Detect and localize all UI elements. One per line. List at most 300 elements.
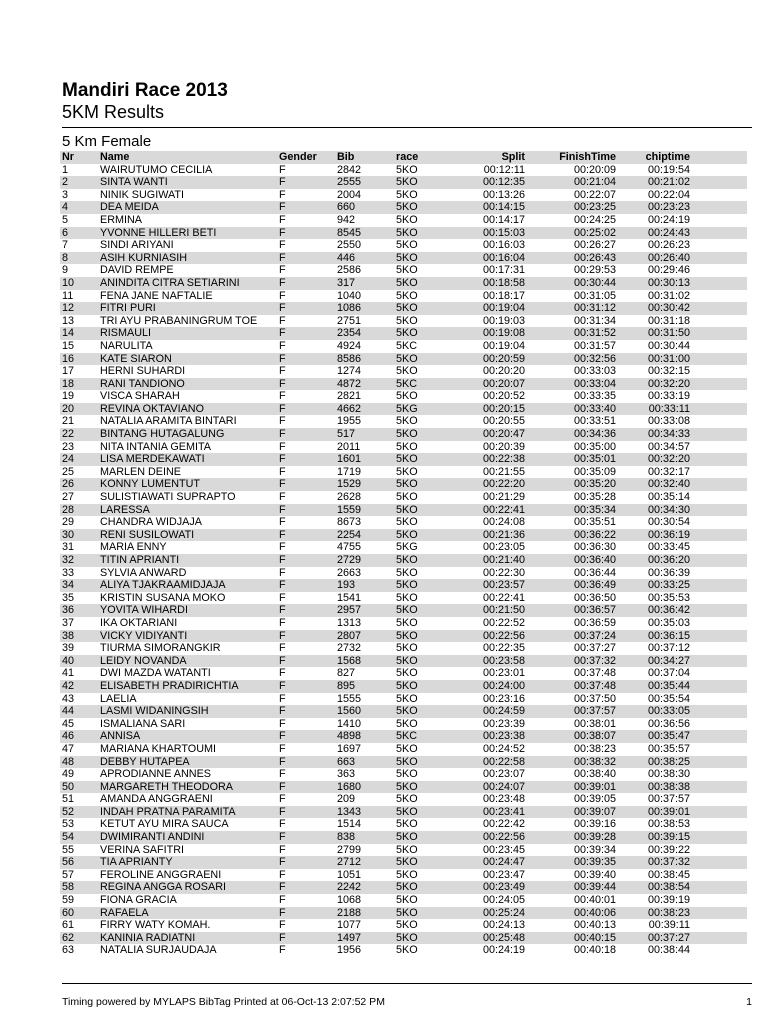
cell-split: 00:23:58 [482, 654, 525, 667]
cell-race: 5KO [396, 213, 418, 226]
cell-finishtime: 00:31:57 [573, 339, 616, 352]
cell-name: MARLEN DEINE [100, 465, 181, 478]
cell-finishtime: 00:37:57 [573, 705, 616, 718]
table-row [60, 944, 747, 957]
cell-bib: 1410 [337, 717, 362, 730]
cell-race: 5KO [396, 768, 418, 781]
table-row [60, 441, 747, 454]
cell-gender: F [279, 742, 286, 755]
cell-race: 5KO [396, 465, 418, 478]
cell-gender: F [279, 440, 286, 453]
cell-finishtime: 00:36:40 [573, 554, 616, 566]
cell-bib: 1514 [337, 818, 362, 831]
cell-gender: F [279, 642, 286, 655]
cell-nr: 43 [62, 692, 75, 705]
column-header-race: race [396, 151, 419, 163]
cell-finishtime: 00:32:56 [573, 352, 616, 365]
table-row [60, 390, 747, 403]
cell-split: 00:22:35 [482, 642, 525, 655]
cell-chiptime: 00:24:43 [647, 226, 690, 239]
cell-gender: F [279, 679, 286, 692]
cell-gender: F [279, 894, 286, 907]
cell-gender: F [279, 629, 286, 642]
cell-finishtime: 00:34:36 [573, 428, 616, 441]
table-row [60, 378, 747, 391]
cell-bib: 827 [337, 667, 356, 680]
cell-nr: 11 [62, 289, 74, 302]
top-divider [62, 127, 752, 128]
cell-finishtime: 00:38:01 [573, 717, 616, 730]
cell-finishtime: 00:31:34 [573, 314, 616, 327]
cell-name: ALIYA TJAKRAAMIDJAJA [100, 579, 226, 592]
cell-finishtime: 00:39:34 [573, 843, 616, 856]
cell-nr: 55 [62, 843, 75, 856]
cell-race: 5KO [396, 692, 418, 705]
cell-chiptime: 00:38:30 [647, 768, 690, 781]
cell-bib: 1680 [337, 780, 362, 793]
cell-name: REGINA ANGGA ROSARI [100, 881, 226, 894]
cell-nr: 6 [62, 226, 69, 239]
cell-chiptime: 00:36:15 [647, 629, 690, 642]
cell-race: 5KO [396, 843, 418, 856]
cell-split: 00:22:41 [482, 591, 525, 604]
column-header-chiptime: chiptime [645, 151, 690, 163]
cell-name: INDAH PRATNA PARAMITA [100, 805, 236, 818]
cell-finishtime: 00:36:57 [573, 604, 616, 617]
cell-bib: 1497 [337, 931, 362, 944]
cell-race: 5KO [396, 591, 418, 604]
cell-split: 00:20:39 [482, 440, 525, 453]
cell-bib: 2004 [337, 188, 362, 201]
cell-split: 00:24:47 [482, 856, 525, 869]
cell-gender: F [279, 667, 286, 680]
cell-bib: 2354 [337, 327, 362, 340]
cell-chiptime: 00:34:30 [647, 503, 690, 516]
cell-nr: 26 [62, 478, 75, 491]
cell-nr: 35 [62, 591, 75, 604]
cell-gender: F [279, 478, 286, 491]
cell-gender: F [279, 554, 286, 566]
cell-gender: F [279, 944, 286, 957]
cell-nr: 17 [62, 365, 75, 378]
cell-nr: 9 [62, 264, 69, 277]
cell-split: 00:22:38 [482, 453, 525, 466]
cell-finishtime: 00:36:49 [573, 579, 616, 592]
cell-bib: 1559 [337, 503, 362, 516]
cell-name: WAIRUTUMO CECILIA [100, 163, 213, 176]
cell-chiptime: 00:38:54 [647, 881, 690, 894]
cell-chiptime: 00:37:57 [647, 793, 690, 806]
cell-nr: 31 [62, 541, 75, 554]
cell-chiptime: 00:39:01 [647, 805, 690, 818]
cell-split: 00:22:41 [482, 503, 525, 516]
cell-name: ISMALIANA SARI [100, 717, 186, 730]
cell-name: ERMINA [100, 213, 142, 226]
cell-gender: F [279, 516, 286, 529]
cell-race: 5KO [396, 793, 418, 806]
table-row [60, 491, 747, 504]
cell-race: 5KO [396, 453, 418, 466]
cell-race: 5KO [396, 780, 418, 793]
cell-name: NINIK SUGIWATI [100, 188, 184, 201]
cell-chiptime: 00:36:20 [647, 554, 690, 566]
section-title: 5 Km Female [62, 133, 152, 150]
cell-gender: F [279, 591, 286, 604]
cell-chiptime: 00:32:20 [647, 453, 690, 466]
cell-nr: 41 [62, 667, 75, 680]
cell-gender: F [279, 276, 286, 289]
cell-nr: 20 [62, 402, 75, 415]
cell-race: 5KO [396, 566, 418, 579]
cell-race: 5KO [396, 919, 418, 932]
cell-race: 5KC [396, 377, 418, 390]
cell-bib: 1068 [337, 894, 362, 907]
cell-split: 00:24:00 [482, 679, 525, 692]
cell-gender: F [279, 377, 286, 390]
cell-name: SULISTIAWATI SUPRAPTO [100, 491, 236, 504]
cell-chiptime: 00:21:02 [647, 176, 690, 189]
cell-chiptime: 00:32:15 [647, 365, 690, 378]
table-row [60, 680, 747, 693]
cell-gender: F [279, 868, 286, 881]
cell-split: 00:22:52 [482, 616, 525, 629]
cell-name: NATALIA SURJAUDAJA [100, 944, 217, 957]
cell-bib: 2957 [337, 604, 362, 617]
cell-split: 00:22:56 [482, 831, 525, 844]
cell-chiptime: 00:22:04 [647, 188, 690, 201]
cell-bib: 1077 [337, 919, 362, 932]
cell-split: 00:23:16 [482, 692, 525, 705]
cell-split: 00:21:55 [482, 465, 525, 478]
cell-name: VISCA SHARAH [100, 390, 180, 403]
column-header-finishtime: FinishTime [559, 151, 616, 163]
cell-race: 5KC [396, 339, 418, 352]
cell-bib: 2254 [337, 528, 362, 541]
table-row [60, 277, 747, 290]
cell-bib: 2555 [337, 176, 362, 189]
table-row [60, 264, 747, 277]
cell-gender: F [279, 528, 286, 541]
table-row [60, 781, 747, 794]
cell-chiptime: 00:38:25 [647, 755, 690, 768]
cell-finishtime: 00:30:44 [573, 276, 616, 289]
cell-name: TIA APRIANTY [100, 856, 173, 869]
cell-finishtime: 00:39:40 [573, 868, 616, 881]
cell-gender: F [279, 428, 286, 441]
cell-split: 00:22:58 [482, 755, 525, 768]
cell-finishtime: 00:37:48 [573, 679, 616, 692]
cell-nr: 36 [62, 604, 75, 617]
table-row [60, 881, 747, 894]
cell-finishtime: 00:35:51 [573, 516, 616, 529]
cell-race: 5KO [396, 176, 418, 189]
cell-gender: F [279, 327, 286, 340]
cell-nr: 16 [62, 352, 75, 365]
cell-finishtime: 00:36:44 [573, 566, 616, 579]
footer-timing-note: Timing powered by MYLAPS BibTag Printed at 06-Oct-13 2:07:52 PM [62, 996, 385, 1008]
cell-nr: 45 [62, 717, 75, 730]
cell-name: LAELIA [100, 692, 137, 705]
cell-split: 00:24:07 [482, 780, 525, 793]
cell-name: LEIDY NOVANDA [100, 654, 187, 667]
cell-nr: 42 [62, 679, 75, 692]
cell-split: 00:18:17 [482, 289, 525, 302]
cell-split: 00:24:13 [482, 919, 525, 932]
cell-finishtime: 00:37:50 [573, 692, 616, 705]
cell-split: 00:20:55 [482, 415, 525, 428]
cell-name: MARGARETH THEODORA [100, 780, 233, 793]
cell-nr: 15 [62, 339, 75, 352]
cell-name: DWIMIRANTI ANDINI [100, 831, 205, 844]
cell-split: 00:14:17 [482, 213, 525, 226]
cell-name: NITA INTANIA GEMITA [100, 440, 211, 453]
cell-finishtime: 00:35:28 [573, 491, 616, 504]
cell-chiptime: 00:31:02 [647, 289, 690, 302]
cell-bib: 2729 [337, 554, 362, 566]
cell-gender: F [279, 503, 286, 516]
cell-nr: 47 [62, 742, 75, 755]
page-subtitle: 5KM Results [62, 102, 165, 122]
cell-nr: 37 [62, 616, 75, 629]
cell-chiptime: 00:33:45 [647, 541, 690, 554]
cell-nr: 7 [62, 239, 69, 252]
cell-finishtime: 00:39:07 [573, 805, 616, 818]
table-row [60, 579, 747, 592]
cell-race: 5KO [396, 667, 418, 680]
cell-bib: 1568 [337, 654, 362, 667]
cell-bib: 2842 [337, 163, 362, 176]
cell-nr: 62 [62, 931, 75, 944]
table-row [60, 189, 747, 202]
cell-race: 5KO [396, 868, 418, 881]
table-row [60, 315, 747, 328]
cell-chiptime: 00:32:20 [647, 377, 690, 390]
table-row [60, 630, 747, 643]
cell-gender: F [279, 793, 286, 806]
cell-split: 00:24:08 [482, 516, 525, 529]
cell-name: CHANDRA WIDJAJA [100, 516, 202, 529]
cell-bib: 1555 [337, 692, 362, 705]
cell-bib: 1956 [337, 944, 362, 957]
cell-bib: 2550 [337, 239, 362, 252]
cell-race: 5KO [396, 642, 418, 655]
cell-finishtime: 00:37:48 [573, 667, 616, 680]
cell-finishtime: 00:24:25 [573, 213, 616, 226]
cell-name: TRI AYU PRABANINGRUM TOE [100, 314, 258, 327]
cell-gender: F [279, 604, 286, 617]
cell-finishtime: 00:38:07 [573, 730, 616, 743]
cell-race: 5KO [396, 579, 418, 592]
table-row [60, 756, 747, 769]
cell-name: YOVITA WIHARDI [100, 604, 188, 617]
cell-name: FITRI PURI [100, 302, 156, 315]
cell-chiptime: 00:30:42 [647, 302, 690, 315]
cell-split: 00:22:42 [482, 818, 525, 831]
cell-name: KATE SIARON [100, 352, 172, 365]
table-row [60, 617, 747, 630]
cell-nr: 44 [62, 705, 75, 718]
cell-nr: 54 [62, 831, 75, 844]
cell-name: HERNI SUHARDI [100, 365, 186, 378]
table-row [60, 768, 747, 781]
cell-name: KETUT AYU MIRA SAUCA [100, 818, 229, 831]
cell-split: 00:23:05 [482, 541, 525, 554]
cell-nr: 14 [62, 327, 75, 340]
cell-nr: 27 [62, 491, 75, 504]
cell-split: 00:20:07 [482, 377, 525, 390]
cell-split: 00:18:58 [482, 276, 525, 289]
cell-gender: F [279, 465, 286, 478]
cell-gender: F [279, 768, 286, 781]
table-row [60, 516, 747, 529]
cell-bib: 1051 [337, 868, 362, 881]
cell-name: AMANDA ANGGRAENI [100, 793, 213, 806]
cell-chiptime: 00:26:40 [647, 251, 690, 264]
table-row [60, 894, 747, 907]
cell-gender: F [279, 856, 286, 869]
cell-chiptime: 00:19:54 [647, 163, 690, 176]
cell-chiptime: 00:33:19 [647, 390, 690, 403]
cell-gender: F [279, 201, 286, 214]
cell-nr: 1 [62, 163, 69, 176]
table-row [60, 353, 747, 366]
table-row [60, 403, 747, 416]
cell-split: 00:20:59 [482, 352, 525, 365]
cell-split: 00:23:07 [482, 768, 525, 781]
cell-gender: F [279, 931, 286, 944]
cell-chiptime: 00:35:47 [647, 730, 690, 743]
cell-finishtime: 00:36:30 [573, 541, 616, 554]
cell-bib: 8673 [337, 516, 362, 529]
table-row [60, 453, 747, 466]
cell-name: ANNISA [100, 730, 141, 743]
cell-chiptime: 00:37:32 [647, 856, 690, 869]
page-title: Mandiri Race 2013 [62, 80, 228, 101]
cell-bib: 2242 [337, 881, 362, 894]
table-row [60, 793, 747, 806]
cell-race: 5KO [396, 516, 418, 529]
cell-split: 00:23:41 [482, 805, 525, 818]
cell-bib: 2011 [337, 440, 361, 453]
cell-race: 5KO [396, 805, 418, 818]
table-row [60, 239, 747, 252]
cell-chiptime: 00:35:44 [647, 679, 690, 692]
cell-bib: 1529 [337, 478, 362, 491]
table-row [60, 642, 747, 655]
cell-nr: 25 [62, 465, 75, 478]
cell-split: 00:23:01 [482, 667, 525, 680]
cell-split: 00:22:20 [482, 478, 525, 491]
cell-finishtime: 00:39:28 [573, 831, 616, 844]
cell-name: IKA OKTARIANI [100, 616, 178, 629]
cell-nr: 39 [62, 642, 75, 655]
cell-chiptime: 00:38:44 [647, 944, 690, 957]
cell-nr: 63 [62, 944, 75, 957]
cell-chiptime: 00:36:56 [647, 717, 690, 730]
cell-split: 00:14:15 [482, 201, 525, 214]
cell-race: 5KG [396, 541, 418, 554]
cell-chiptime: 00:37:04 [647, 667, 690, 680]
cell-name: FIONA GRACIA [100, 894, 177, 907]
cell-gender: F [279, 717, 286, 730]
table-row [60, 290, 747, 303]
cell-gender: F [279, 251, 286, 264]
cell-race: 5KO [396, 239, 418, 252]
cell-split: 00:16:04 [482, 251, 525, 264]
cell-split: 00:24:19 [482, 944, 525, 957]
cell-gender: F [279, 226, 286, 239]
cell-gender: F [279, 843, 286, 856]
cell-name: SINTA WANTI [100, 176, 168, 189]
cell-name: BINTANG HUTAGALUNG [100, 428, 225, 441]
cell-finishtime: 00:33:04 [573, 377, 616, 390]
cell-nr: 19 [62, 390, 75, 403]
cell-finishtime: 00:35:09 [573, 465, 616, 478]
cell-nr: 59 [62, 894, 75, 907]
cell-split: 00:25:48 [482, 931, 525, 944]
cell-split: 00:19:04 [482, 302, 525, 315]
cell-nr: 46 [62, 730, 75, 743]
cell-name: TIURMA SIMORANGKIR [100, 642, 221, 655]
cell-race: 5KO [396, 415, 418, 428]
cell-chiptime: 00:39:15 [647, 831, 690, 844]
cell-gender: F [279, 831, 286, 844]
cell-chiptime: 00:33:11 [648, 402, 690, 415]
cell-name: DEBBY HUTAPEA [100, 755, 190, 768]
cell-nr: 3 [62, 188, 69, 201]
cell-bib: 2586 [337, 264, 362, 277]
cell-race: 5KO [396, 503, 418, 516]
cell-gender: F [279, 213, 286, 226]
cell-nr: 2 [62, 176, 69, 189]
cell-nr: 60 [62, 906, 75, 919]
cell-chiptime: 00:32:17 [647, 465, 690, 478]
cell-split: 00:19:03 [482, 314, 525, 327]
table-row [60, 478, 747, 491]
cell-name: DAVID REMPE [100, 264, 174, 277]
cell-race: 5KO [396, 302, 418, 315]
cell-race: 5KO [396, 679, 418, 692]
cell-gender: F [279, 415, 286, 428]
cell-split: 00:24:52 [482, 742, 525, 755]
cell-race: 5KO [396, 717, 418, 730]
cell-chiptime: 00:34:33 [647, 428, 690, 441]
cell-gender: F [279, 264, 286, 277]
table-row [60, 818, 747, 831]
cell-race: 5KO [396, 654, 418, 667]
cell-gender: F [279, 491, 286, 504]
cell-nr: 30 [62, 528, 75, 541]
cell-name: APRODIANNE ANNES [100, 768, 211, 781]
cell-gender: F [279, 339, 286, 352]
cell-bib: 2751 [337, 314, 362, 327]
cell-race: 5KO [396, 894, 418, 907]
cell-finishtime: 00:40:06 [573, 906, 616, 919]
cell-name: FEROLINE ANGGRAENI [100, 868, 222, 881]
cell-finishtime: 00:25:02 [573, 226, 616, 239]
cell-split: 00:13:26 [482, 188, 525, 201]
cell-name: SYLVIA ANWARD [100, 566, 187, 579]
cell-gender: F [279, 654, 286, 667]
cell-name: REVINA OKTAVIANO [100, 402, 204, 415]
cell-gender: F [279, 616, 286, 629]
cell-chiptime: 00:33:25 [647, 579, 690, 592]
table-row [60, 529, 747, 542]
cell-chiptime: 00:38:45 [647, 868, 690, 881]
cell-gender: F [279, 730, 286, 743]
cell-split: 00:23:39 [482, 717, 525, 730]
table-row [60, 718, 747, 731]
